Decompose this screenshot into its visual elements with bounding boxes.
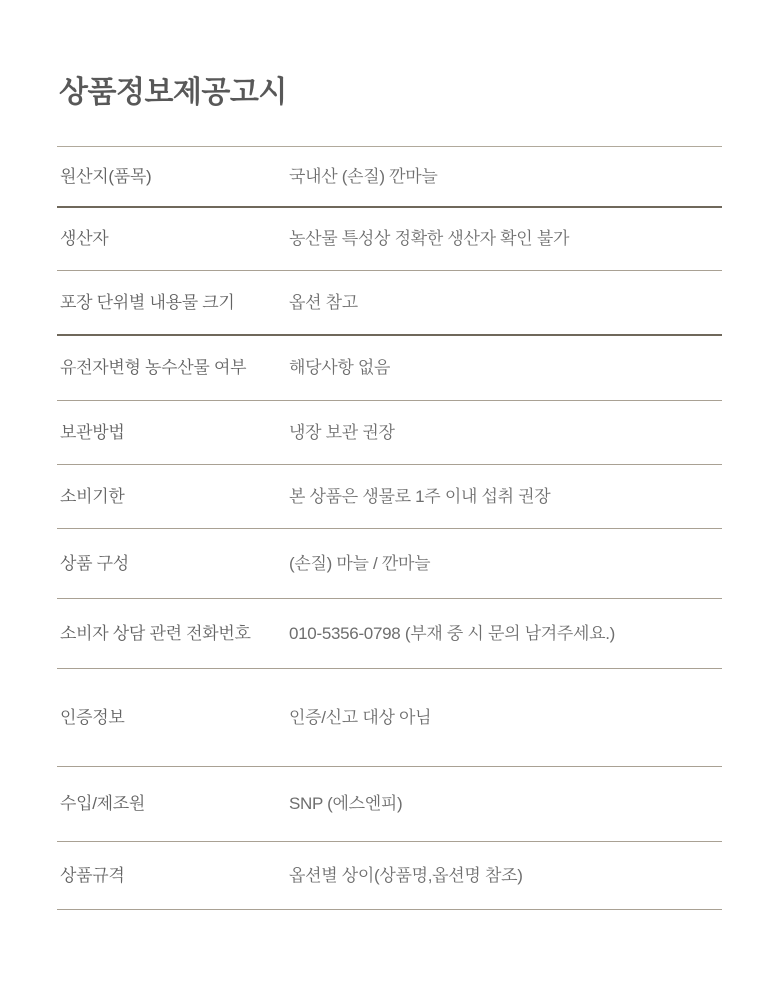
table-row-manufacturer bbox=[57, 767, 722, 842]
product-info-table bbox=[57, 146, 722, 910]
row-label: 보관방법 bbox=[60, 422, 125, 442]
page-title: 상품정보제공고시 bbox=[59, 76, 287, 109]
table-row-gmo bbox=[57, 336, 722, 401]
row-label: 생산자 bbox=[60, 229, 109, 248]
content-area bbox=[57, 0, 722, 910]
row-label: 소비자 상담 관련 전화번호 bbox=[60, 623, 251, 643]
row-value: 해당사항 없음 bbox=[289, 358, 391, 377]
table-row-customer-phone bbox=[57, 599, 722, 669]
row-value: 농산물 특성상 정확한 생산자 확인 불가 bbox=[289, 229, 570, 248]
row-value: (손질) 마늘 / 깐마늘 bbox=[289, 553, 431, 573]
row-value: 010-5356-0798 (부재 중 시 문의 남겨주세요.) bbox=[289, 623, 616, 643]
row-label: 상품 구성 bbox=[60, 553, 129, 573]
row-label: 유전자변형 농수산물 여부 bbox=[60, 358, 247, 377]
row-label: 원산지(품목) bbox=[60, 166, 152, 186]
table-row-spec bbox=[57, 842, 722, 910]
table-row-certification bbox=[57, 669, 722, 767]
row-value: 옵션별 상이(상품명,옵션명 참조) bbox=[289, 865, 523, 885]
table-row-producer bbox=[57, 208, 722, 271]
table-row-origin bbox=[57, 147, 722, 208]
row-value: SNP (에스엔피) bbox=[289, 794, 403, 813]
row-label: 상품규격 bbox=[60, 865, 125, 885]
row-value: 옵션 참고 bbox=[289, 292, 358, 312]
row-value: 냉장 보관 권장 bbox=[289, 422, 395, 442]
table-row-package-size bbox=[57, 271, 722, 336]
row-label: 인증정보 bbox=[60, 707, 125, 727]
row-value: 인증/신고 대상 아님 bbox=[289, 707, 432, 727]
row-value: 본 상품은 생물로 1주 이내 섭취 권장 bbox=[289, 486, 551, 506]
row-label: 포장 단위별 내용물 크기 bbox=[60, 292, 235, 312]
table-row-expiry bbox=[57, 465, 722, 529]
row-value: 국내산 (손질) 깐마늘 bbox=[289, 166, 438, 186]
table-row-composition bbox=[57, 529, 722, 599]
row-label: 소비기한 bbox=[60, 486, 125, 506]
table-row-storage bbox=[57, 401, 722, 465]
row-label: 수입/제조원 bbox=[60, 794, 146, 813]
